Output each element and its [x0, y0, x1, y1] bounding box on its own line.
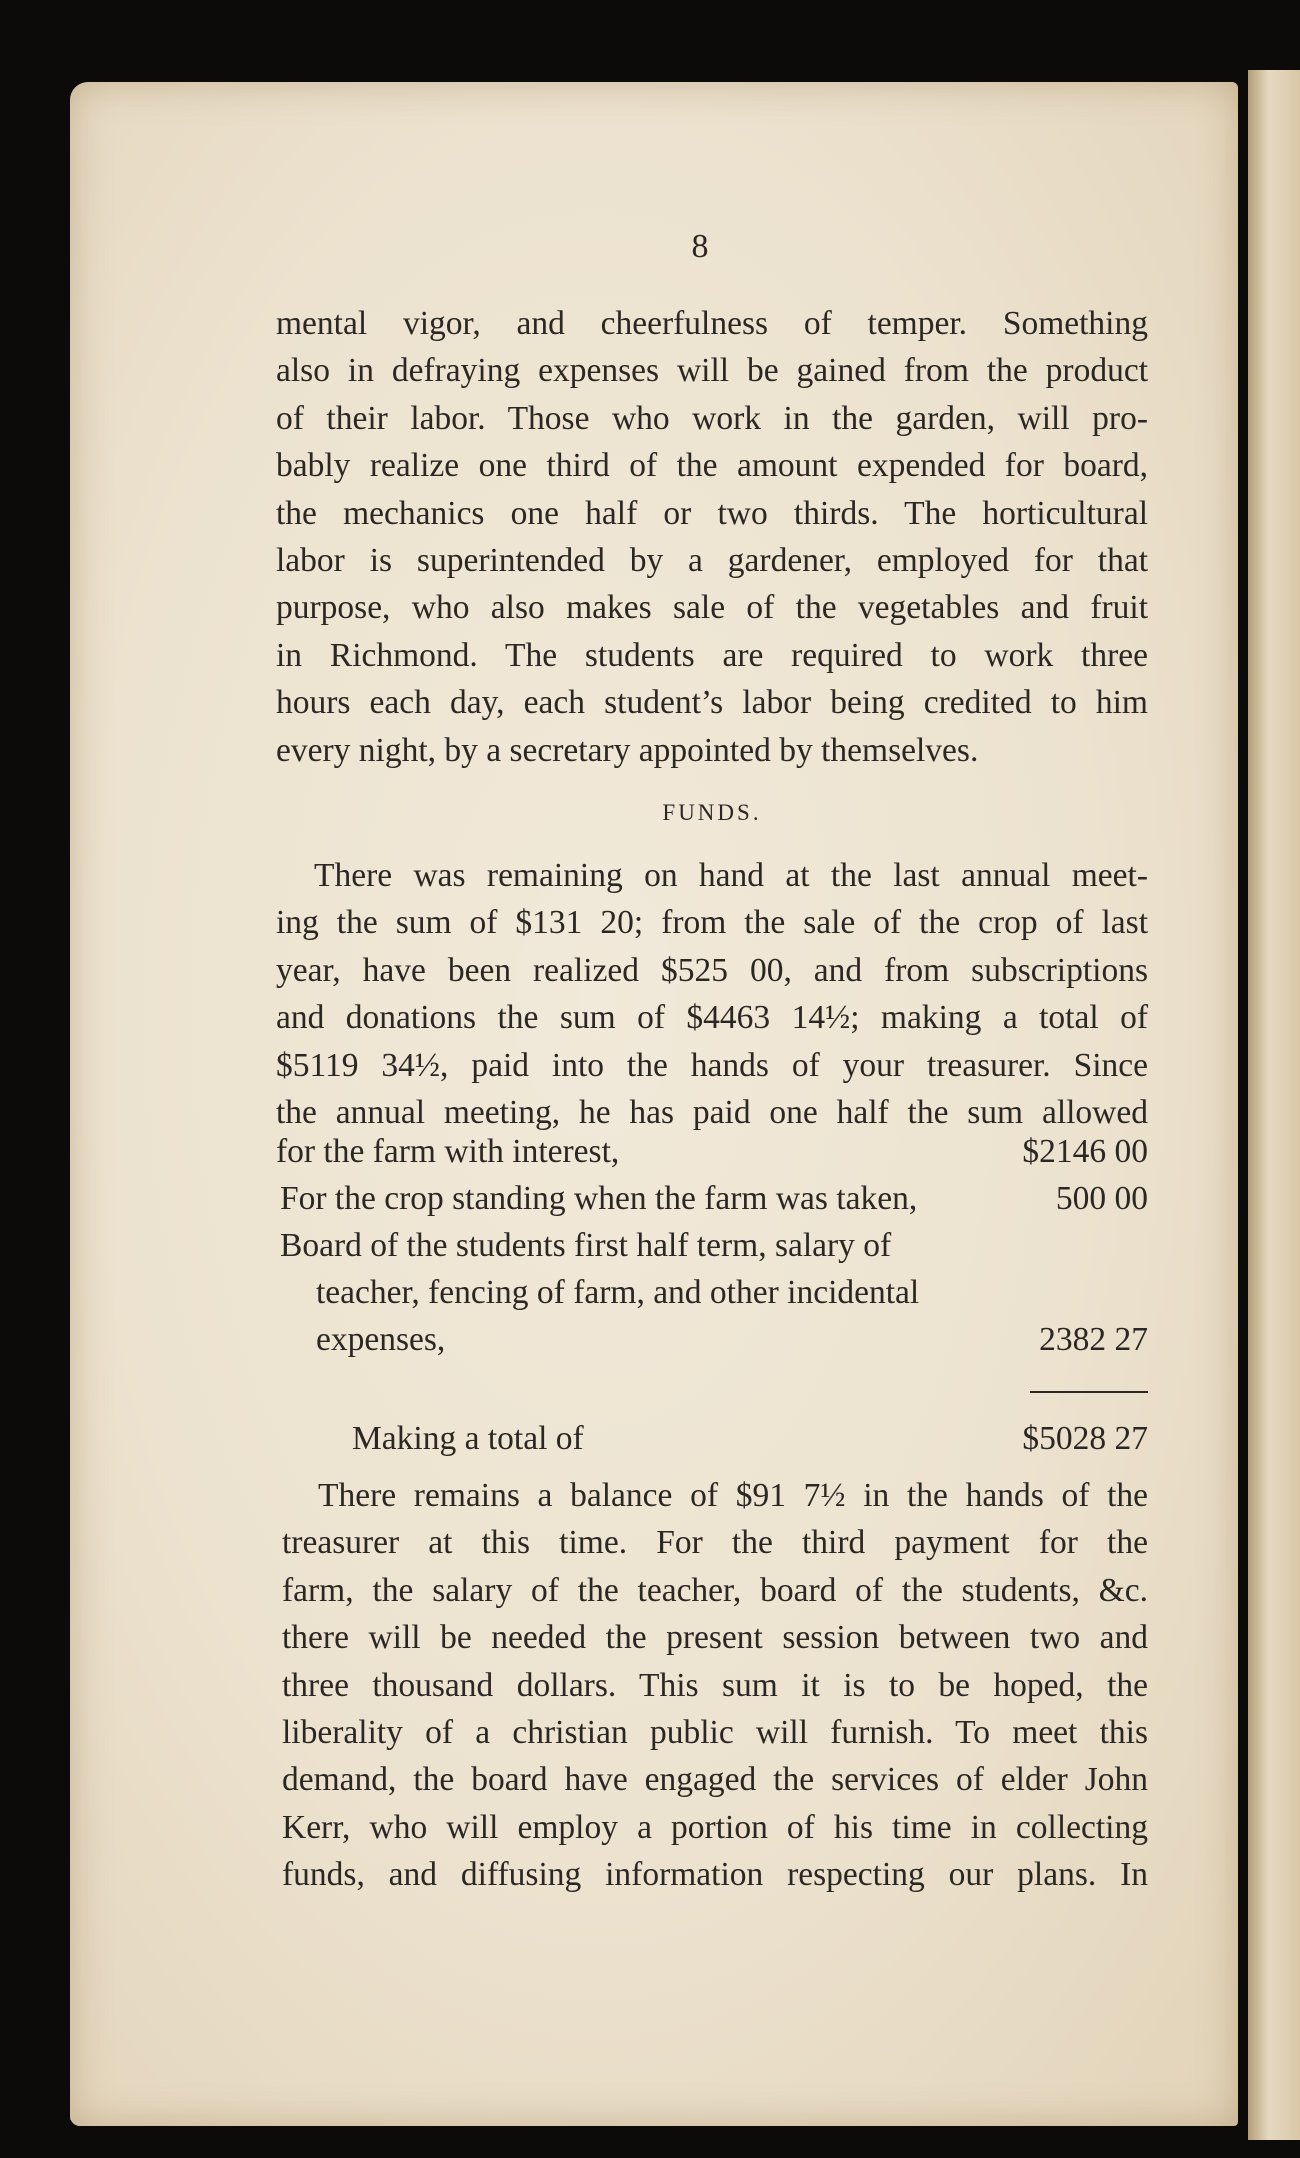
text-line: also in defraying expenses will be gained from the product — [276, 352, 1148, 390]
text-line: hours each day, each student’s labor being credited to him — [276, 684, 1148, 722]
text-line: demand, the board have engaged the services of elder John — [282, 1761, 1148, 1799]
account-amount: $2146 00 — [1022, 1133, 1148, 1170]
text-line: Kerr, who will employ a portion of his time in collecting — [282, 1808, 1148, 1846]
facing-page-edge — [1248, 70, 1300, 2140]
text-line: treasurer at this time. For the third payment for the — [282, 1524, 1148, 1562]
paragraph-balance — [282, 1472, 1148, 1899]
account-row — [280, 1175, 1148, 1222]
text-line: of their labor. Those who work in the garden, will pro- — [276, 399, 1148, 437]
text-line: bably realize one third of the amount expended for board, — [276, 447, 1148, 485]
text-line: the annual meeting, he has paid one half the sum allowed — [276, 1093, 1148, 1131]
total-label: Making a total of — [352, 1420, 584, 1457]
account-amount: 2382 27 — [1039, 1321, 1148, 1358]
text-line: every night, by a secretary appointed by themselves. — [276, 731, 979, 769]
text-line: in Richmond. The students are required to work three — [276, 636, 1148, 674]
account-label: Board of the students first half term, salary of — [280, 1227, 892, 1264]
total-amount: $5028 27 — [1022, 1420, 1148, 1457]
text-line: There remains a balance of $91 7½ in the hands of the — [318, 1477, 1148, 1514]
account-label: for the farm with interest, — [276, 1133, 620, 1170]
text-line: liberality of a christian public will furnish. To meet this — [282, 1713, 1148, 1751]
text-line: labor is superintended by a gardener, employed for that — [276, 541, 1148, 579]
text-line: there will be needed the present session between two and — [282, 1619, 1148, 1657]
total-row — [280, 1415, 1148, 1462]
text-line: $5119 34½, paid into the hands of your treasurer. Since — [276, 1046, 1148, 1084]
account-amount: 500 00 — [1055, 1180, 1148, 1217]
account-label: For the crop standing when the farm was taken, — [280, 1180, 918, 1217]
sum-rule — [1030, 1391, 1148, 1393]
account-row — [276, 1128, 1148, 1175]
text-line: and donations the sum of $4463 14½; making a total of — [276, 999, 1148, 1037]
text-line: mental vigor, and cheerfulness of temper. Something — [276, 305, 1148, 342]
text-line: funds, and diffusing information respecting our plans. In — [282, 1856, 1148, 1894]
text-line: three thousand dollars. This sum it is to be hoped, the — [282, 1666, 1148, 1704]
paragraph-funds — [276, 852, 1148, 1136]
section-heading-funds: FUNDS. — [662, 800, 762, 825]
text-line: farm, the salary of the teacher, board of the students, &c. — [282, 1571, 1148, 1609]
account-label: teacher, fencing of farm, and other incidental — [316, 1274, 920, 1311]
account-row — [280, 1269, 1148, 1316]
account-label: expenses, — [316, 1321, 446, 1358]
account-row — [280, 1316, 1148, 1363]
text-line: purpose, who also makes sale of the vegetables and fruit — [276, 589, 1148, 627]
text-line: There was remaining on hand at the last annual meet- — [314, 857, 1148, 894]
text-line: year, have been realized $525 00, and from subscriptions — [276, 951, 1148, 989]
text-line: the mechanics one half or two thirds. The horticultural — [276, 494, 1148, 532]
text-line: ing the sum of $131 20; from the sale of the crop of last — [276, 904, 1148, 942]
paragraph-labor — [276, 300, 1148, 774]
account-row — [280, 1222, 1148, 1269]
page-number: 8 — [691, 228, 709, 265]
